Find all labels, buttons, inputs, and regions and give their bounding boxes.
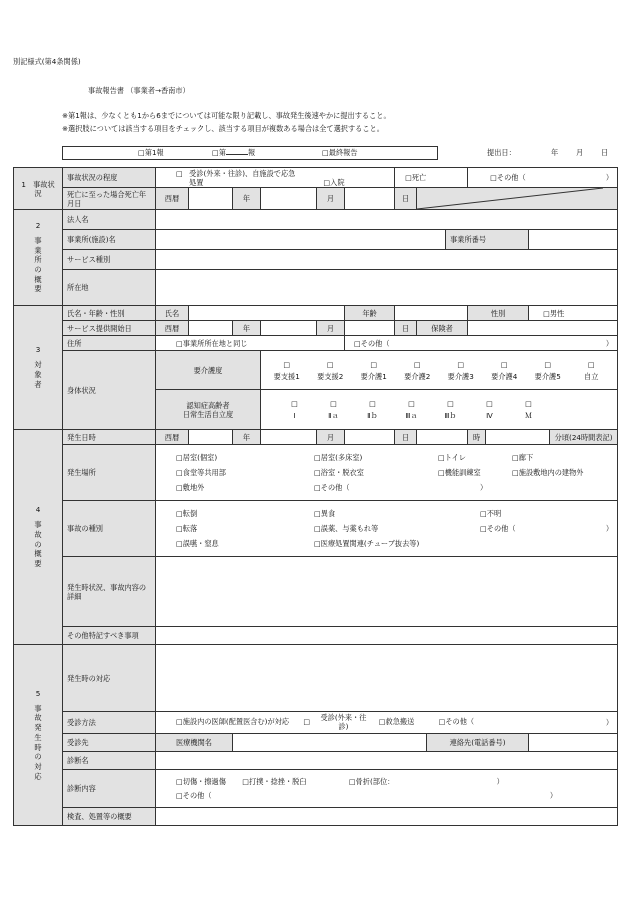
place-label: 発生場所 [63, 445, 156, 501]
care-level-checkbox[interactable]: □ [370, 359, 378, 369]
care-level-option-label: 要介護3 [447, 371, 474, 381]
occur-minute-label: 分頃(24時間表記) [550, 430, 618, 445]
report-final-checkbox[interactable]: □最終報告 [322, 148, 358, 157]
care-level-checkbox[interactable]: □ [457, 359, 465, 369]
place-grid [176, 453, 617, 492]
resident-address-label: 住所 [63, 336, 156, 351]
care-level-option-label: 要支援1 [273, 371, 300, 381]
dementia-option[interactable] [392, 399, 431, 420]
place-room-shared[interactable]: □居室(多床室) [314, 453, 363, 462]
care-level-option[interactable] [270, 360, 304, 381]
place-room-private[interactable]: □居室(個室) [176, 453, 218, 462]
other-notes-label: その他特記すべき事項 [63, 627, 156, 645]
type-grid [176, 509, 613, 548]
name-input[interactable] [189, 306, 345, 321]
detail-label: 発生時状況、事故内容の詳細 [63, 557, 156, 627]
dementia-checkbox[interactable]: □ [447, 399, 454, 408]
type-unknown[interactable]: □不明 [480, 509, 502, 518]
care-level-option[interactable] [531, 360, 565, 381]
note-first-report: ※第1報は、少なくとも1から6までについては可能な限り記載し、事故発生後速やかに提出すること。 [62, 111, 391, 120]
death-year-label: 年 [233, 188, 261, 210]
place-other[interactable]: □その他（ [314, 483, 350, 492]
occur-day-input[interactable] [345, 430, 395, 445]
address-input[interactable] [156, 270, 618, 306]
hospital-input[interactable] [233, 734, 427, 752]
accident-report-form [13, 167, 618, 826]
care-level-option-label: 要介護5 [534, 371, 561, 381]
place-dining[interactable]: □食堂等共用部 [176, 468, 226, 477]
death-date-diagonal [417, 188, 618, 210]
insured-label: 保険者 [417, 321, 468, 336]
detail-input[interactable] [156, 557, 618, 627]
dementia-checkbox[interactable]: □ [525, 399, 532, 408]
content-cut[interactable]: □切傷・擦過傷 [176, 777, 226, 786]
death-year-input[interactable] [189, 188, 233, 210]
hospital-label: 医療機関名 [156, 734, 233, 752]
start-month-label: 月 [317, 321, 345, 336]
type-fall[interactable]: □転倒 [176, 509, 198, 518]
content-bruise[interactable]: □打撲・捻挫・脱臼 [242, 777, 307, 786]
dementia-checkbox[interactable]: □ [408, 399, 415, 408]
dementia-option-label: Ⅲａ [405, 411, 418, 420]
place-training[interactable]: □機能訓練室 [438, 468, 481, 477]
type-options[interactable] [156, 501, 618, 557]
dementia-option[interactable] [431, 399, 470, 420]
method-options[interactable] [156, 712, 618, 734]
dementia-option-label: Ⅱａ [328, 411, 339, 420]
care-level-checkbox[interactable]: □ [587, 359, 595, 369]
dementia-option[interactable] [509, 399, 548, 420]
place-other-close: ） [480, 483, 488, 492]
care-level-option-label: 要介護4 [491, 371, 518, 381]
dementia-option[interactable] [275, 399, 314, 420]
start-month-input[interactable] [261, 321, 317, 336]
section4-title: 4 事故の概要 [14, 430, 63, 645]
diagnosis-label: 診断名 [63, 752, 156, 770]
care-level-option-label: 要支援2 [317, 371, 344, 381]
care-level-option[interactable] [357, 360, 391, 381]
degree-opt2[interactable]: □入院 [323, 177, 345, 187]
addr-other-close: ） [605, 338, 614, 348]
sex-label: 性別 [468, 306, 529, 321]
content-other[interactable]: □その他（ [176, 791, 212, 800]
care-level-checkbox[interactable]: □ [413, 359, 421, 369]
method-outpatient-box[interactable]: □ [303, 717, 311, 726]
method-inhouse[interactable]: □施設内の医師(配置医含む)が対応 [176, 716, 290, 726]
occur-era: 西暦 [156, 430, 189, 445]
addr-other-checkbox[interactable]: □その他（ ） [345, 336, 618, 351]
diag-content-row1 [176, 777, 613, 786]
section2-title: 2 事業所の概要 [14, 210, 63, 306]
care-level-option-label: 要介護2 [404, 371, 431, 381]
death-era: 西暦 [156, 188, 189, 210]
care-level-option[interactable] [487, 360, 521, 381]
type-medical-procedure[interactable]: □医療処置関連(チューブ抜去等) [314, 539, 420, 548]
place-corridor[interactable]: □廊下 [512, 453, 534, 462]
dementia-row [261, 399, 617, 420]
dementia-option[interactable] [314, 399, 353, 420]
degree-option-death[interactable]: □死亡 [395, 168, 468, 188]
degree-option-outpatient[interactable] [156, 168, 395, 188]
start-year-label: 年 [233, 321, 261, 336]
care-level-label: 要介護度 [156, 351, 261, 390]
report-nth-blank[interactable] [226, 154, 248, 155]
method-other[interactable]: □その他（ [438, 716, 475, 726]
start-year-input[interactable] [189, 321, 233, 336]
care-level-checkbox[interactable]: □ [544, 359, 552, 369]
death-day-input[interactable] [345, 188, 395, 210]
dementia-option[interactable] [470, 399, 509, 420]
address-label: 所在地 [63, 270, 156, 306]
age-label: 年齢 [345, 306, 395, 321]
method-ambulance[interactable]: □救急搬送 [378, 716, 415, 726]
place-options[interactable] [156, 445, 618, 501]
note-checkbox: ※選択肢については該当する項目をチェックし、該当する項目が複数ある場合は全て選択すること。 [62, 124, 384, 133]
insured-input[interactable] [468, 321, 618, 336]
service-input[interactable] [156, 250, 618, 270]
degree-opt1-text: 受診(外来・往診)、自施設で応急処置 [189, 168, 296, 187]
care-level-option[interactable] [444, 360, 478, 381]
type-choke[interactable]: □誤嚥・窒息 [176, 539, 219, 548]
section5-title: 5 事故発生時の対応 [14, 645, 63, 826]
type-medication[interactable]: □誤薬、与薬もれ等 [314, 524, 379, 533]
name-label: 氏名 [156, 306, 189, 321]
exam-label: 検査、処置等の概要 [63, 808, 156, 826]
occur-year-label: 年 [233, 430, 261, 445]
dementia-option-label: Ⅲｂ [444, 411, 457, 420]
occur-datetime-label: 発生日時 [63, 430, 156, 445]
submit-month: 月 [576, 148, 584, 157]
type-drop[interactable]: □転落 [176, 524, 198, 533]
name-row-label: 氏名・年齢・性別 [63, 306, 156, 321]
body-condition-label: 身体状況 [63, 351, 156, 430]
exam-input[interactable] [156, 808, 618, 826]
corp-input[interactable] [156, 210, 618, 230]
type-label: 事故の種別 [63, 501, 156, 557]
care-level-option-label: 要介護1 [360, 371, 387, 381]
content-fracture-close: ） [496, 777, 504, 786]
place-outside-building[interactable]: □施設敷地内の建物外 [512, 468, 584, 477]
dementia-option-label: Ⅳ [486, 411, 493, 420]
section3-title: 3 対象者 [14, 306, 63, 430]
start-date-label: サービス提供開始日 [63, 321, 156, 336]
diagonal-line [417, 188, 603, 210]
contact-label: 連絡先(電話番号) [427, 734, 529, 752]
dementia-option[interactable] [353, 399, 392, 420]
care-level-option[interactable] [574, 360, 608, 381]
occur-month-label: 月 [317, 430, 345, 445]
dementia-checkbox[interactable]: □ [486, 399, 493, 408]
dementia-checkbox[interactable]: □ [369, 399, 376, 408]
care-level-option[interactable] [313, 360, 347, 381]
care-level-row [261, 360, 617, 381]
dementia-label: 認知症高齢者 日常生活自立度 [156, 390, 261, 430]
type-other-close: ） [605, 524, 614, 533]
other-notes-input[interactable] [156, 627, 618, 645]
diagnosis-input[interactable] [156, 752, 618, 770]
diag-content-options[interactable] [156, 770, 618, 808]
care-level-checkbox[interactable]: □ [326, 359, 334, 369]
degree-label: 事故状況の程度 [63, 168, 156, 188]
method-label: 受診方法 [63, 712, 156, 734]
start-day-input[interactable] [345, 321, 395, 336]
contact-input[interactable] [529, 734, 618, 752]
method-outpatient: 受診(外来・往診) [320, 712, 367, 731]
care-level-option-label: 自立 [584, 371, 599, 381]
degree-other-close: ） [605, 173, 614, 182]
service-label: サービス種別 [63, 250, 156, 270]
type-foreign-ingest[interactable]: □異食 [314, 509, 336, 518]
occur-year-input[interactable] [189, 430, 233, 445]
report-first-checkbox[interactable]: □第1報 [138, 148, 164, 157]
occur-hour-label: 時 [468, 430, 486, 445]
office-no-input[interactable] [529, 230, 618, 250]
sex-male-checkbox[interactable]: □男性 [529, 306, 618, 321]
addr-same-checkbox[interactable]: □事業所所在地と同じ [156, 336, 345, 351]
method-other-close: ） [605, 717, 614, 727]
page-title: 事故報告書 （事業者→香南市） [88, 86, 190, 95]
care-level-option[interactable] [400, 360, 434, 381]
dementia-option-label: Ｍ [524, 411, 533, 420]
destination-label: 受診先 [63, 734, 156, 752]
diag-content-label: 診断内容 [63, 770, 156, 808]
degree-option-other[interactable]: □その他（ ） [468, 168, 618, 188]
type-other[interactable]: □その他（ ） [480, 524, 614, 533]
place-offsite[interactable]: □敷地外 [176, 483, 205, 492]
place-bath[interactable]: □浴室・脱衣室 [314, 468, 364, 477]
form-number: 別記様式(第4条関係) [13, 57, 81, 66]
report-nth-suffix: 報 [247, 148, 256, 157]
response-label: 発生時の対応 [63, 645, 156, 712]
start-day-label: 日 [395, 321, 417, 336]
dementia-options[interactable] [261, 390, 618, 430]
death-month-input[interactable] [261, 188, 317, 210]
office-no-label: 事業所番号 [446, 230, 529, 250]
content-other-close: ） [549, 791, 558, 800]
occur-hour-input[interactable] [417, 430, 468, 445]
death-day-label: 日 [395, 188, 417, 210]
report-nth-checkbox[interactable] [212, 148, 255, 158]
corp-label: 法人名 [63, 210, 156, 230]
dementia-checkbox[interactable]: □ [291, 399, 298, 408]
degree-opt1-box: □ [176, 168, 183, 178]
diag-content-row2 [176, 791, 613, 800]
care-level-checkbox[interactable]: □ [500, 359, 508, 369]
age-input[interactable] [395, 306, 468, 321]
death-date-label: 死亡に至った場合死亡年月日 [63, 188, 156, 210]
care-level-options[interactable] [261, 351, 618, 390]
section1-title: 1 事故状況 [14, 168, 63, 210]
report-nth-prefix: □第 [212, 148, 226, 157]
death-month-label: 月 [317, 188, 345, 210]
dementia-checkbox[interactable]: □ [330, 399, 337, 408]
response-input[interactable] [156, 645, 618, 712]
dementia-option-label: Ⅰ [293, 411, 296, 420]
submit-year: 年 [551, 148, 559, 157]
submit-day: 日 [601, 148, 609, 157]
occur-minute-input[interactable] [486, 430, 550, 445]
start-era: 西暦 [156, 321, 189, 336]
place-toilet[interactable]: □トイレ [438, 453, 466, 462]
occur-month-input[interactable] [261, 430, 317, 445]
occur-day-label: 日 [395, 430, 417, 445]
office-input[interactable] [156, 230, 446, 250]
dementia-option-label: Ⅱｂ [367, 411, 378, 420]
care-level-checkbox[interactable]: □ [283, 359, 291, 369]
content-fracture[interactable]: □骨折(部位： [348, 777, 395, 786]
office-label: 事業所(施設)名 [63, 230, 156, 250]
submit-date-label: 提出日： [487, 148, 516, 157]
